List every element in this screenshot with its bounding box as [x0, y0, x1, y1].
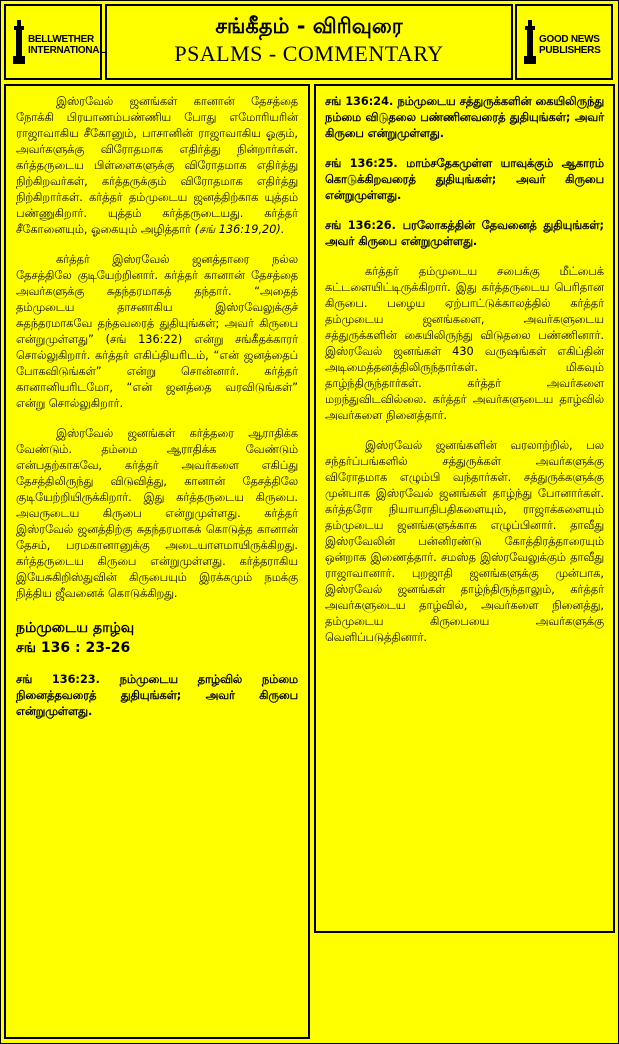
paragraph-3: இஸ்ரவேல் ஜனங்கள் கர்த்தரை ஆராதிக்க வேண்டும். தம்மை ஆராதிக்க வேண்டும் என்பதற்காகவே, கர்த்தர் அவர்களை எகிப்து தேசத்திலிருந்து விடுவித்து, கானான் தேசத்திலே குடியேற்றியிருக்கிறார். இது கர்த்தருடைய கிருபை. அவருடைய கிருபை என்றுமுள்ளது. கர்த்தர் இஸ்ரவேல் ஜனத்திற்கு சுதந்தரமாகக் கொடுத்த கானான் தேசம், பரமகானானுக்கு அடையாளமாயிருக்கிறது. கர்த்தருடைய கிருபை என்றுமுள்ளது. கர்த்தராகிய இயேசுகிறிஸ்துவின் கிருபையும் இரக்கமும் நமக்கு நித்திய ஜீவனைக் கொடுக்கிறது.	[16, 427, 298, 600]
paragraph-4: கர்த்தர் தம்முடைய சபைக்கு மீட்பைக் கட்டளையிட்டிருக்கிறார். இது கர்த்தருடைய பெரிதான கிருபை. பழைய ஏற்பாட்டுக்காலத்தில் கர்த்தர் தம்முடைய ஜனங்களை, அவர்களுடைய சத்துருக்களின் கையிலிருந்து விடுதலை பண்ணினார். இஸ்ரவேல் ஜனங்கள் 430 வருஷங்கள் எகிப்தின் அடிமைத்தனத்திலிருந்தார்கள். மிகவும் தாழ்ந்திருந்தார்கள். கர்த்தர் அவர்களை மறந்துவிடவில்லை. கர்த்தர் அவர்களுடைய தாழ்வில் அவர்களை நினைத்தார்.	[325, 265, 604, 422]
page-title-tamil: சங்கீதம் - விரிவுரை	[215, 14, 403, 38]
right-column	[314, 84, 615, 933]
right-logo-line-1: GOOD NEWS	[539, 34, 600, 45]
page-title-english: PSALMS - COMMENTARY	[174, 41, 444, 66]
verse-26: சங் 136:26. பரலோகத்தின் தேவனைத் துதியுங்கள்; அவர் கிருபை என்றுமுள்ளது.	[325, 219, 604, 248]
verse-25: சங் 136:25. மாம்சதேகமுள்ள யாவுக்கும் ஆகாரம் கொடுக்கிறவரைத் துதியுங்கள்; அவர் கிருபை என்றுமுள்ளது.	[325, 157, 604, 202]
section-heading	[16, 618, 298, 658]
section-heading-reference: சங் 136 : 23-26	[16, 640, 131, 656]
left-column	[4, 84, 310, 1039]
publisher-logo-left	[4, 4, 106, 80]
left-logo-line-2: INTERNATIONAL	[28, 45, 106, 56]
right-logo-line-2: PUBLISHERS	[539, 45, 601, 56]
page-header	[4, 4, 613, 78]
paragraph-5: இஸ்ரவேல் ஜனங்களின் வரலாற்றில், பல சந்தர்ப்பங்களில் சத்துருக்கள் அவர்களுக்கு விரோதமாக எழும்பி வந்தார்கள். சத்துருக்களுக்கு முன்பாக இஸ்ரவேல் ஜனங்கள் தாழ்ந்து போனார்கள். கர்த்தரோ நியாயாதிபதிகளையும், ராஜாக்களையும் தம்முடைய ஜனங்களுக்காக எழுப்பினார். தாவீது இஸ்ரவேலின் பன்னிரண்டு கோத்திரத்தாரையும் ஒன்றாக இணைத்தார். சமஸ்த இஸ்ரவேலுக்கும் தாவீது ராஜாவானார். புறஜாதி ஜனங்களுக்கு முன்பாக, இஸ்ரவேல் ஜனங்கள் தாழ்ந்திருந்தாலும், கர்த்தர் அவர்களுடைய தாழ்வில், அவர்களை நினைத்து, தம்முடைய கிருபையை அவர்களுக்கு வெளிப்படுத்தினார்.	[325, 439, 604, 644]
lamp-icon	[523, 18, 537, 66]
verse-23: சங் 136:23. நம்முடைய தாழ்வில் நம்மை நினைத்தவரைத் துதியுங்கள்; அவர் கிருபை என்றுமுள்ளது.	[16, 673, 298, 718]
lamp-icon	[12, 18, 26, 66]
left-logo-line-1: BELLWETHER	[28, 34, 94, 45]
scripture-reference: (சங் 136:19,20).	[194, 223, 285, 236]
section-heading-title: நம்முடைய தாழ்வு	[16, 620, 135, 636]
paragraph-1-text: இஸ்ரவேல் ஜனங்கள் கானான் தேசத்தை நோக்கி பிரயாணம்பண்ணிய போது எமோரியரின் ராஜாவாகிய சீகோனும், பாசானின் ராஜாவாகிய ஓகும், அவர்களுக்கு விரோதமாக எதிர்த்து நின்றார்கள். கர்த்தருடைய பிள்ளைகளுக்கு விரோதமாக எதிர்த்து நிற்கிறவர்கள், கர்த்தருக்கும் விரோதமாக எதிர்த்து நிற்கிறார்கள். கர்த்தர் தம்முடைய ஜனத்திற்காக யுத்தம் பண்ணுகிறார். யுத்தம் கர்த்தருடையது. கர்த்தர் சீகோனையும், ஓகையும் அழித்தார்	[16, 95, 298, 236]
verse-24: சங் 136:24. நம்முடைய சத்துருக்களின் கையிலிருந்து நம்மை விடுதலை பண்ணினவரைத் துதியுங்கள்; அவர் கிருபை என்றுமுள்ளது.	[325, 95, 604, 140]
paragraph-1	[16, 94, 298, 238]
paragraph-2: கர்த்தர் இஸ்ரவேல் ஜனத்தாரை நல்ல தேசத்திலே குடியேற்றினார். கர்த்தர் கானான் தேசத்தை அவர்களுக்கு சுதந்தரமாகத் தந்தார். “அதைத் தம்முடைய தாசனாகிய இஸ்ரவேலுக்குச் சுதந்தரமாகவே தந்தவரைத் துதியுங்கள்; அவர் கிருபை என்றுமுள்ளது” (சங் 136:22) என்று சங்கீதக்காரர் சொல்லுகிறார். கர்த்தர் எகிப்தியரிடம், “என் ஜனத்தைப் போகவிடுங்கள்” என்று சொன்னார். கர்த்தர் கானானியரிடமோ, “என் ஜனத்தை வரவிடுங்கள்” என்று சொல்லுகிறார்.	[16, 253, 298, 410]
publisher-logo-right	[515, 4, 613, 80]
title-box	[105, 4, 513, 80]
